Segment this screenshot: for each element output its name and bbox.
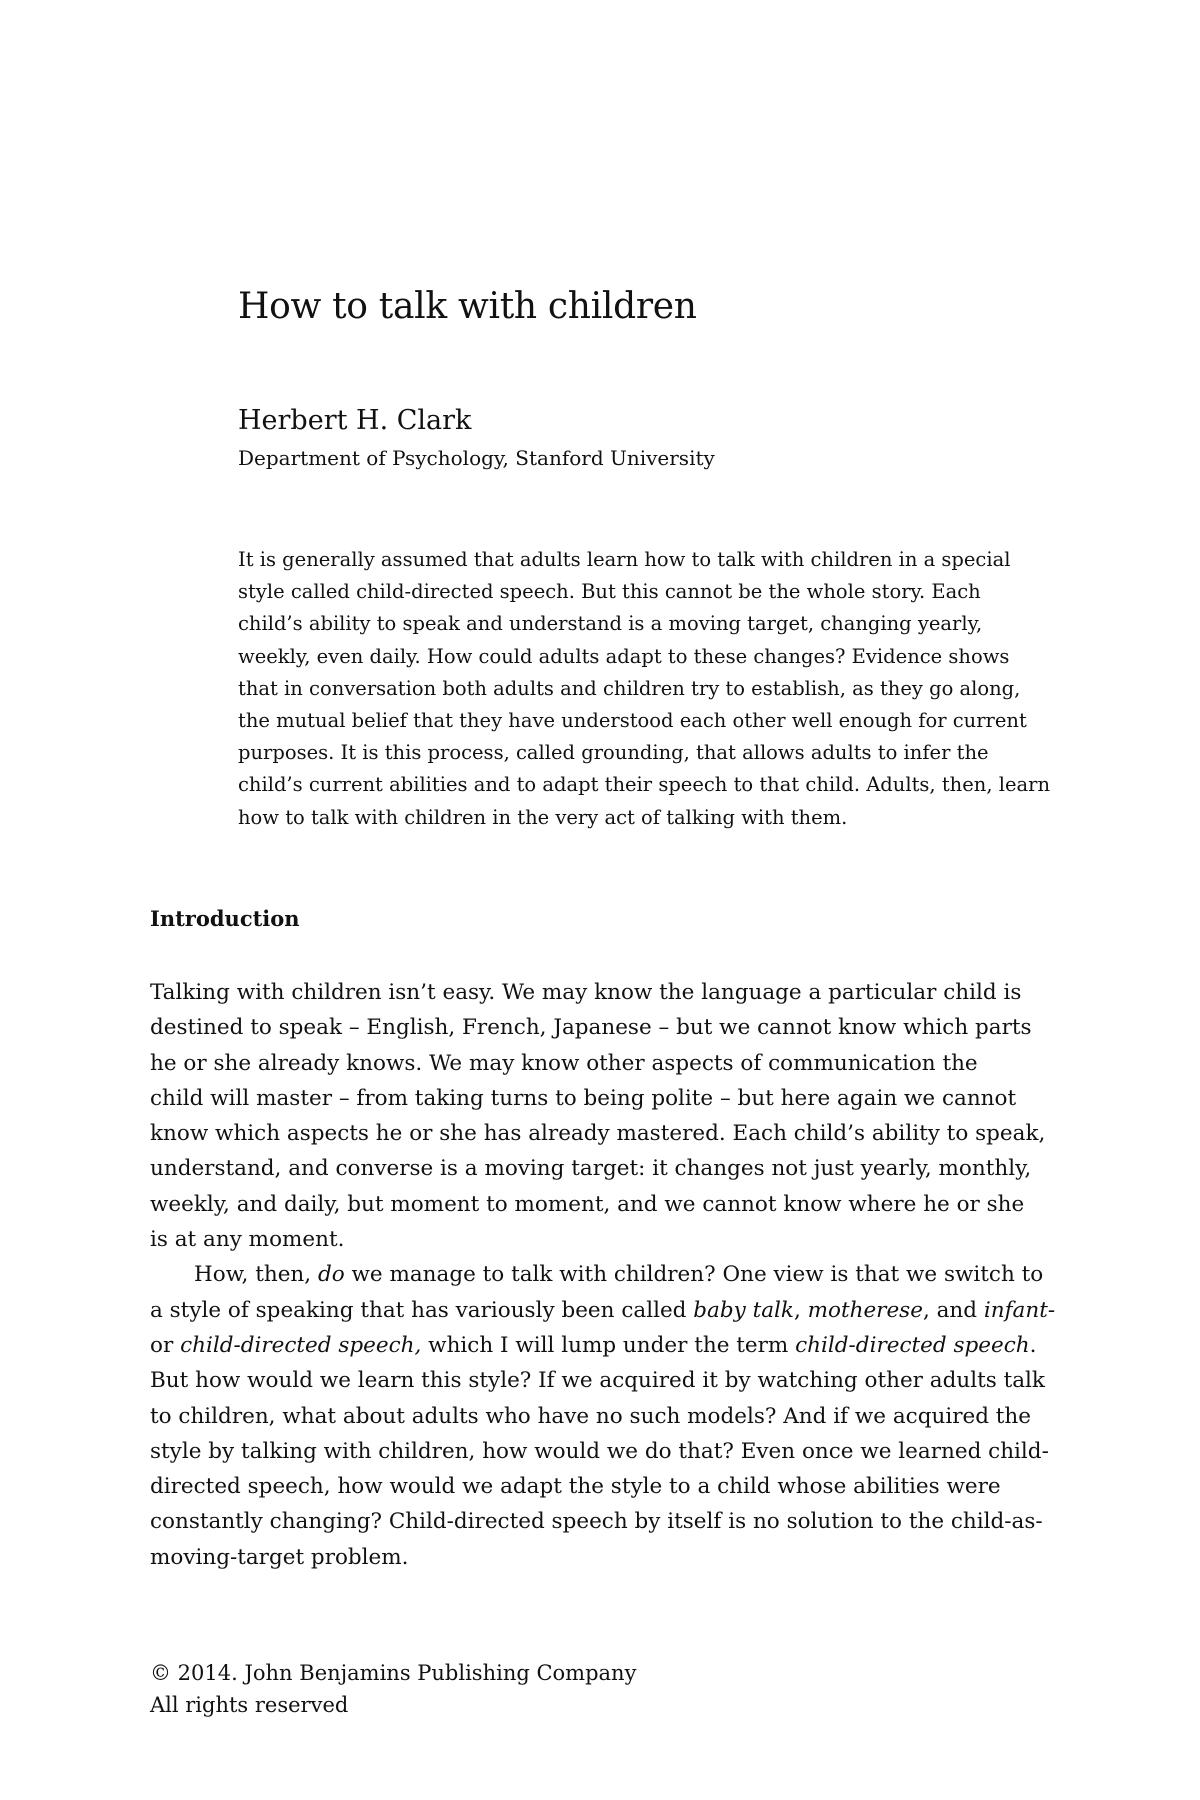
- emphasis-text: motherese: [807, 1297, 923, 1323]
- body-line: understand, and converse is a moving target: it changes not just yearly, monthly,: [150, 1156, 1032, 1182]
- section-body: [150, 975, 1056, 1575]
- text-run: or: [150, 1332, 181, 1358]
- copyright-footer: [150, 1657, 636, 1721]
- body-line: [150, 1293, 1056, 1328]
- abstract-line: child’s ability to speak and understand is a moving target, changing yearly,: [238, 612, 983, 636]
- text-run: , and: [922, 1297, 984, 1323]
- body-line: child will master – from taking turns to being polite – but here again we cannot: [150, 1085, 1017, 1111]
- body-line: Talking with children isn’t easy. We may know the language a particular child is: [150, 980, 1022, 1005]
- copyright-notice: © 2014. John Benjamins Publishing Company: [150, 1661, 637, 1685]
- body-line: constantly changing? Child-directed speech by itself is no solution to the child-as-: [150, 1509, 1043, 1535]
- body-line: directed speech, how would we adapt the style to a child whose abilities were: [150, 1474, 1001, 1500]
- body-line: he or she already knows. We may know other aspects of communication the: [150, 1050, 978, 1076]
- body-line: style by talking with children, how would we do that? Even once we learned child-: [150, 1438, 1049, 1464]
- abstract-line: that in conversation both adults and children try to establish, as they go along,: [238, 676, 1021, 700]
- abstract-line: the mutual belief that they have understood each other well enough for current: [238, 709, 1027, 733]
- emphasis-text: child-directed speech: [795, 1332, 1030, 1358]
- author-affiliation: Department of Psychology, Stanford University: [238, 446, 715, 470]
- text-run: How, then,: [194, 1262, 318, 1288]
- text-run: which I will lump under the term: [421, 1332, 796, 1358]
- emphasis-text: child-directed speech,: [180, 1332, 422, 1358]
- text-run: ,: [793, 1297, 808, 1323]
- abstract-line: how to talk with children in the very act of talking with them.: [238, 805, 848, 829]
- text-run: we manage to talk with children? One view is that we switch to: [344, 1262, 1044, 1288]
- body-line: [150, 1328, 1048, 1363]
- body-line: destined to speak – English, French, Japanese – but we cannot know which parts: [150, 1015, 1032, 1041]
- abstract-line: weekly, even daily. How could adults adapt to these changes? Evidence shows: [238, 644, 1010, 668]
- emphasis-text: do: [317, 1262, 345, 1288]
- abstract-line: style called child-directed speech. But this cannot be the whole story. Each: [238, 580, 981, 604]
- abstract-line: purposes. It is this process, called grounding, that allows adults to infer the: [238, 741, 989, 765]
- section-heading-introduction: Introduction: [150, 906, 300, 931]
- text-run: a style of speaking that has variously been called: [150, 1297, 694, 1323]
- body-line: to children, what about adults who have no such models? And if we acquired the: [150, 1403, 1032, 1429]
- abstract-line: child’s current abilities and to adapt their speech to that child. Adults, then, learn: [238, 773, 1051, 797]
- paper-title: How to talk with children: [238, 286, 697, 327]
- rights-notice: All rights reserved: [150, 1693, 349, 1717]
- body-line: [150, 1257, 1048, 1292]
- body-line: is at any moment.: [150, 1227, 345, 1253]
- emphasis-text: baby talk: [693, 1297, 794, 1323]
- text-run: .: [1029, 1332, 1037, 1358]
- body-line: But how would we learn this style? If we acquired it by watching other adults talk: [150, 1368, 1045, 1394]
- body-line: moving-target problem.: [150, 1544, 409, 1570]
- abstract: [238, 544, 1051, 834]
- body-line: weekly, and daily, but moment to moment, and we cannot know where he or she: [150, 1191, 1025, 1217]
- emphasis-text: infant-: [983, 1297, 1056, 1323]
- body-line: know which aspects he or she has already mastered. Each child’s ability to speak,: [150, 1121, 1046, 1147]
- abstract-line: It is generally assumed that adults learn how to talk with children in a special: [238, 548, 1011, 571]
- author-name: Herbert H. Clark: [238, 405, 472, 436]
